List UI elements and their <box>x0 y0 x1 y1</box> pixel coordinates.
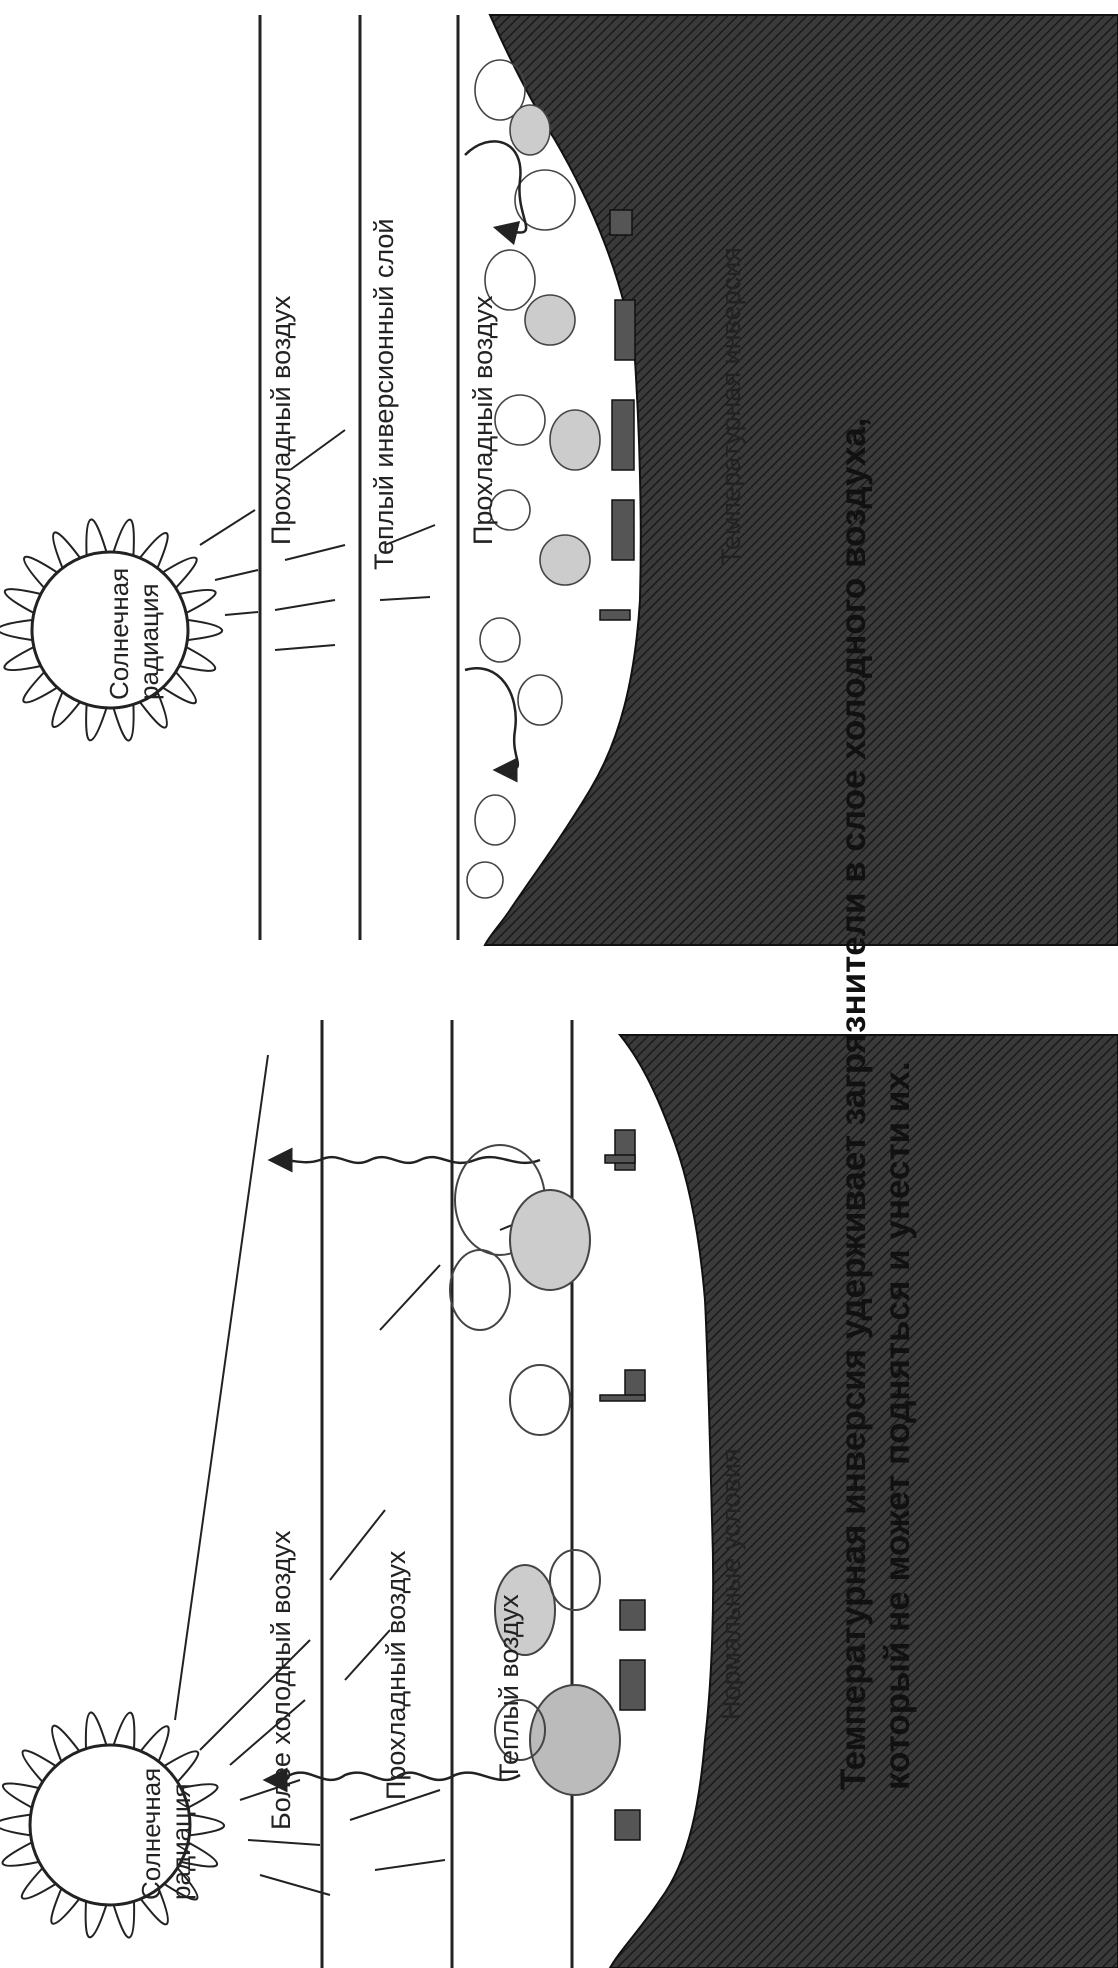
left-panel <box>0 1020 1118 1968</box>
caption-line-1: Температурная инверсия удерживает загрязнители в слое холодного воздуха, <box>834 417 873 1790</box>
left-sun <box>0 1712 224 1937</box>
left-condition-label: Нормальные условия <box>716 1448 746 1720</box>
sun-ray <box>86 1901 107 1937</box>
sun-ray <box>86 519 106 555</box>
sun-ray <box>114 1901 135 1937</box>
right-layer-bottom-label: Прохладный воздух <box>468 295 498 545</box>
right-layer-middle-label: Теплый инверсионный слой <box>369 218 399 570</box>
sun-ray <box>0 1815 31 1836</box>
right-layer-top-label: Прохладный воздух <box>266 295 296 545</box>
left-layer-top-label: Более холодный воздух <box>266 1530 296 1830</box>
right-ground <box>485 15 1118 945</box>
right-condition-label: Температурная инверсия <box>716 247 746 565</box>
sun-ray <box>114 1713 135 1749</box>
right-circulation-arrow-1 <box>465 141 526 232</box>
sun-ray <box>86 1712 107 1748</box>
right-panel <box>0 15 1118 945</box>
left-layer-middle-label: Прохладный воздух <box>381 1550 411 1800</box>
right-circulation-arrow-2 <box>465 668 518 770</box>
left-sun-label: Солнечная радиация <box>136 1767 196 1900</box>
caption-line-2: который не может подняться и унести их. <box>878 1061 917 1790</box>
sun-ray <box>187 620 222 640</box>
left-layer-bottom-label: Теплый воздух <box>494 1594 524 1780</box>
right-sun <box>0 519 222 740</box>
left-wave-line-1 <box>280 1157 540 1163</box>
sun-ray <box>114 520 134 556</box>
sun-ray <box>86 704 106 740</box>
left-smoke-clouds <box>450 1145 620 1795</box>
right-sunbeams <box>200 430 435 650</box>
sun-ray <box>0 620 33 640</box>
sun-ray <box>114 704 134 740</box>
right-sun-label: Солнечная радиация <box>104 567 164 700</box>
